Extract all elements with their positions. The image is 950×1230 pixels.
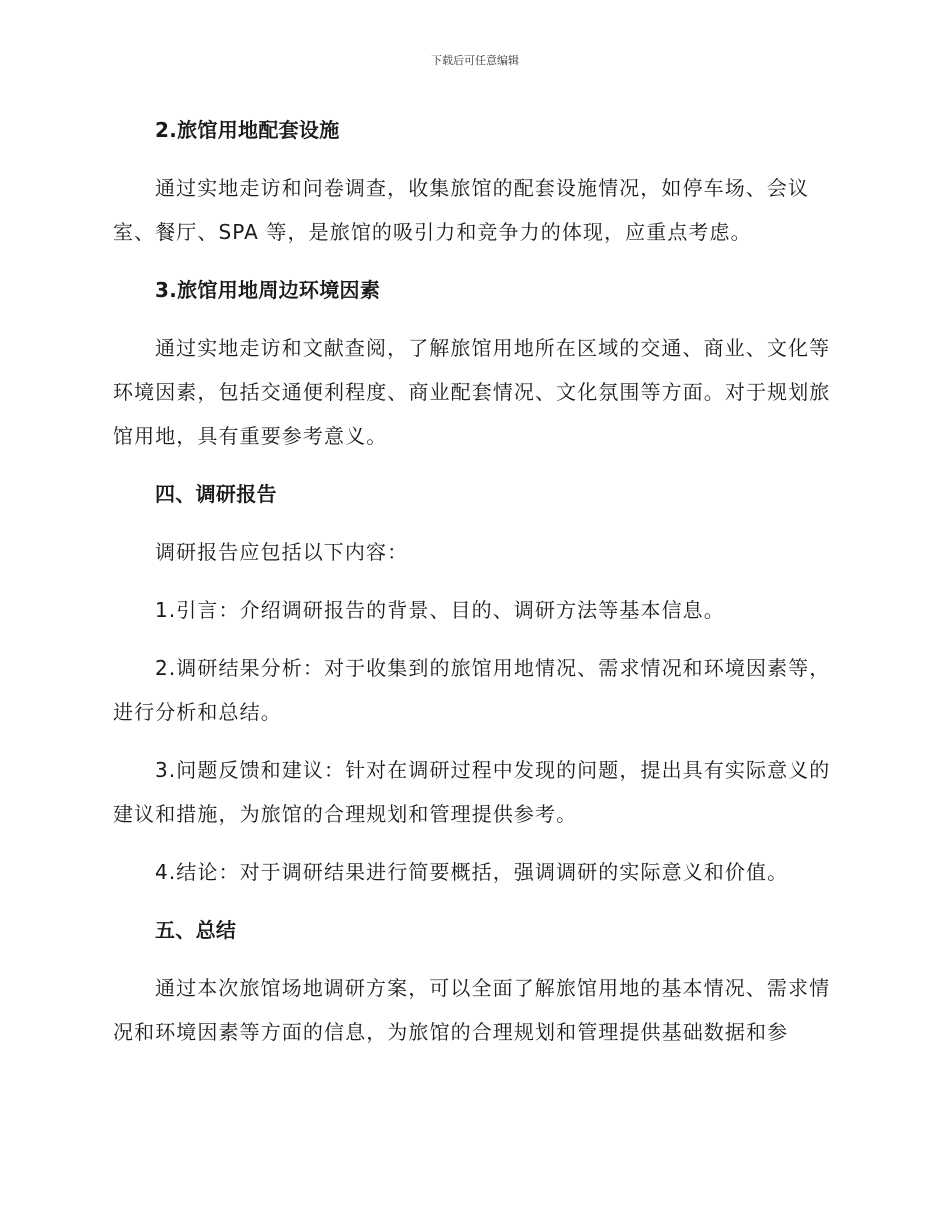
spacer: [113, 952, 833, 966]
spacer: [113, 254, 833, 268]
paragraph-summary: 通过本次旅馆场地调研方案，可以全面了解旅馆用地的基本情况、需求情况和环境因素等方面的信息，为旅馆的合理规划和管理提供基础数据和参: [113, 976, 831, 1044]
spacer: [113, 516, 833, 530]
spacer: [113, 632, 833, 646]
section-heading-summary: 五、总结: [155, 918, 237, 942]
spacer: [113, 894, 833, 908]
section-heading-report: 四、调研报告: [155, 482, 277, 506]
spacer: [113, 152, 833, 166]
page-header: 下载后可任意编辑: [431, 54, 519, 67]
list-item-conclusion: 4.结论：对于调研结果进行简要概括，强调调研的实际意义和价值。: [155, 860, 789, 884]
spacer: [113, 458, 833, 472]
spacer: [113, 574, 833, 588]
list-item-analysis: 2.调研结果分析：对于收集到的旅馆用地情况、需求情况和环境因素等，进行分析和总结。: [113, 656, 831, 724]
paragraph-facilities: 通过实地走访和问卷调查，收集旅馆的配套设施情况，如停车场、会议室、餐厅、SPA 等，是旅馆的吸引力和竞争力的体现，应重点考虑。: [113, 176, 810, 244]
spacer: [113, 734, 833, 748]
section-heading-facilities: 2.旅馆用地配套设施: [155, 118, 340, 142]
list-item-introduction: 1.引言：介绍调研报告的背景、目的、调研方法等基本信息。: [155, 598, 725, 622]
paragraph-environment: 通过实地走访和文献查阅，了解旅馆用地所在区域的交通、商业、文化等环境因素，包括交通便利程度、商业配套情况、文化氛围等方面。对于规划旅馆用地，具有重要参考意义。: [113, 336, 831, 448]
section-heading-environment: 3.旅馆用地周边环境因素: [155, 278, 381, 302]
spacer: [113, 836, 833, 850]
list-item-feedback: 3.问题反馈和建议：针对在调研过程中发现的问题，提出具有实际意义的建议和措施，为旅馆的合理规划和管理提供参考。: [113, 758, 831, 826]
spacer: [113, 312, 833, 326]
document-body: [113, 108, 833, 1054]
paragraph-report-intro: 调研报告应包括以下内容：: [155, 540, 409, 564]
